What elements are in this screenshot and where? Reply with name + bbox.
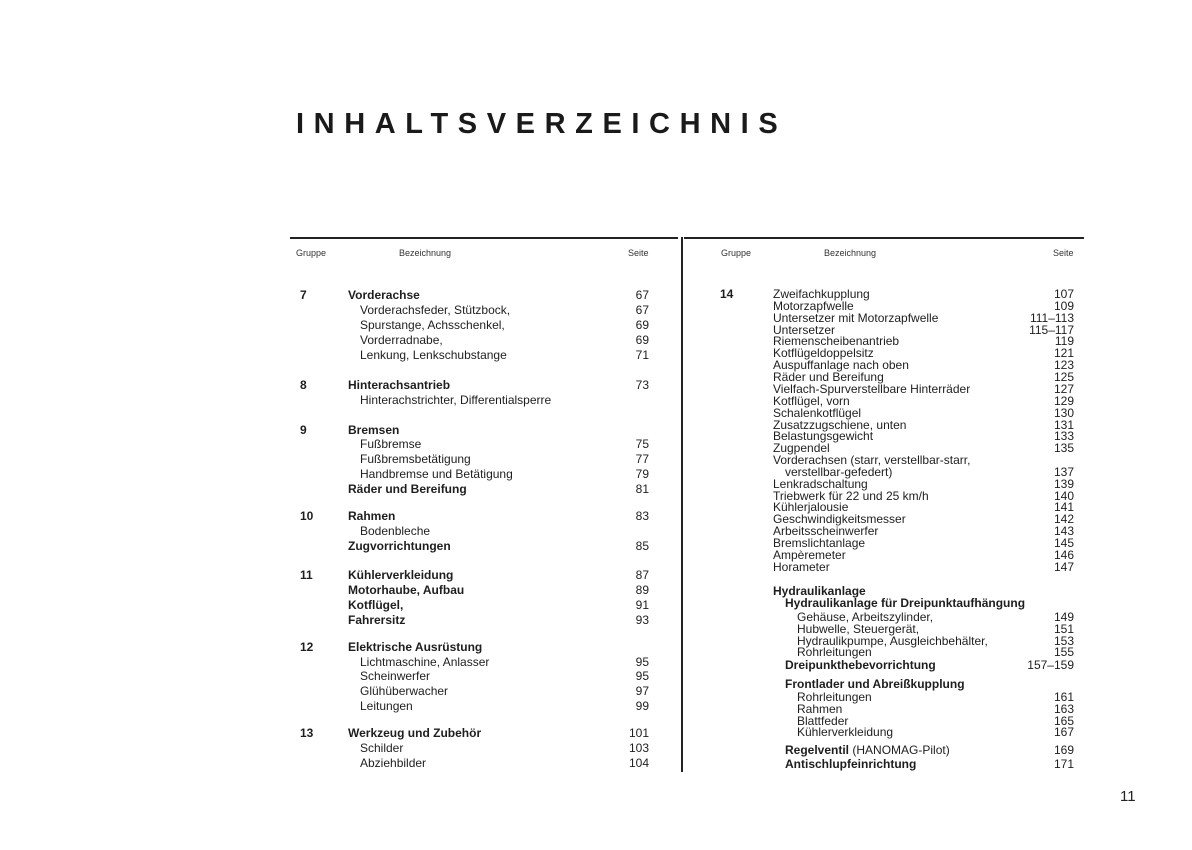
toc-group-number: 12 xyxy=(300,640,314,654)
toc-page-number: 141 xyxy=(1053,500,1074,514)
toc-entry xyxy=(0,741,680,756)
toc-page-number: 119 xyxy=(1054,334,1074,348)
toc-page-number: 143 xyxy=(1053,524,1074,538)
right-header-group: Gruppe xyxy=(721,248,752,258)
toc-entry-label: Spurstange, Achsschenkel, xyxy=(360,318,505,332)
toc-entry-label: Fußbremsbetätigung xyxy=(360,452,471,466)
toc-entry xyxy=(684,549,1092,561)
toc-page-number: 137 xyxy=(1053,465,1074,479)
toc-entry-label: Rohrleitungen xyxy=(797,690,872,704)
toc-entry-label: Belastungsgewicht xyxy=(773,429,874,443)
toc-page-number: 135 xyxy=(1053,441,1074,455)
toc-entry xyxy=(0,288,680,303)
toc-entry-label: Leitungen xyxy=(360,699,413,713)
toc-entry xyxy=(684,758,1092,770)
toc-page-number: 123 xyxy=(1053,358,1074,372)
toc-entry-label: Arbeitsscheinwerfer xyxy=(773,524,879,538)
toc-entry-label: Lenkradschaltung xyxy=(773,477,868,491)
toc-entry-label: Blattfeder xyxy=(797,714,849,728)
toc-entry xyxy=(684,383,1092,395)
toc-page-number: 140 xyxy=(1053,489,1074,503)
toc-entry-label: Rohrleitungen xyxy=(797,645,872,659)
toc-page-number: 129 xyxy=(1053,394,1074,408)
toc-entry-label: Bodenbleche xyxy=(360,524,431,538)
toc-page-number: 71 xyxy=(635,348,649,362)
toc-page-number: 165 xyxy=(1053,714,1074,728)
toc-entry-label: Gehäuse, Arbeitszylinder, xyxy=(797,610,934,624)
toc-entry-label: Vorderradnabe, xyxy=(360,333,443,347)
toc-group-number: 10 xyxy=(300,509,314,523)
toc-entry xyxy=(0,669,680,684)
toc-entry xyxy=(0,726,680,741)
toc-page-number: 67 xyxy=(635,288,649,302)
toc-page-number: 151 xyxy=(1053,622,1074,636)
toc-page-number: 95 xyxy=(635,655,649,669)
right-header-page: Seite xyxy=(1053,248,1074,258)
toc-entry xyxy=(684,646,1092,658)
toc-entry-label: Bremsen xyxy=(348,423,400,437)
toc-page-number: 149 xyxy=(1053,610,1074,624)
toc-entry xyxy=(0,423,680,438)
toc-page-number: 67 xyxy=(635,303,649,317)
toc-entry-label: Lichtmaschine, Anlasser xyxy=(360,655,490,669)
toc-entry-label: Fahrersitz xyxy=(348,613,406,627)
toc-group-number: 14 xyxy=(720,287,734,301)
toc-page-number: 99 xyxy=(635,699,649,713)
toc-entry xyxy=(0,393,680,408)
toc-entry xyxy=(0,378,680,393)
toc-entry-label: Horameter xyxy=(773,560,830,574)
toc-entry-label: Schalenkotflügel xyxy=(773,406,862,420)
toc-entry xyxy=(684,659,1092,671)
toc-group-number: 11 xyxy=(300,568,313,582)
toc-entry-label: Kotflügel, vorn xyxy=(773,394,850,408)
toc-page-number: 103 xyxy=(628,741,649,755)
toc-entry-label: Kotflügel, xyxy=(348,598,404,612)
toc-page-number: 121 xyxy=(1053,346,1074,360)
toc-group-number: 13 xyxy=(300,726,314,740)
column-divider xyxy=(681,237,683,772)
toc-entry-label: Vielfach-Spurverstellbare Hinterräder xyxy=(773,382,971,396)
toc-page-number: 85 xyxy=(635,539,649,553)
toc-entry xyxy=(684,726,1092,738)
toc-page-number: 169 xyxy=(1053,743,1074,757)
toc-entry xyxy=(684,466,1092,478)
toc-page-number: 161 xyxy=(1053,690,1074,704)
left-header-page: Seite xyxy=(628,248,649,258)
toc-entry xyxy=(0,467,680,482)
toc-entry xyxy=(0,640,680,655)
toc-page-number: 147 xyxy=(1053,560,1074,574)
toc-entry-label: Geschwindigkeitsmesser xyxy=(773,512,906,526)
toc-page-number: 155 xyxy=(1053,645,1074,659)
toc-page-number: 77 xyxy=(635,452,649,466)
toc-entry-label: Kühlerverkleidung xyxy=(797,725,894,739)
toc-entry xyxy=(0,318,680,333)
toc-page-number: 127 xyxy=(1053,382,1074,396)
toc-entry-label: Abziehbilder xyxy=(360,756,427,770)
toc-entry-label: Dreipunkthebevorrichtung xyxy=(785,658,936,672)
toc-entry xyxy=(0,655,680,670)
toc-page-number: 111–113 xyxy=(1029,311,1074,325)
toc-entry xyxy=(684,395,1092,407)
toc-entry-label: Ampèremeter xyxy=(773,548,846,562)
toc-entry-label: Zugpendel xyxy=(773,441,830,455)
toc-page-number: 101 xyxy=(628,726,649,740)
toc-page-number: 83 xyxy=(635,509,649,523)
toc-entry xyxy=(0,613,680,628)
right-toc-list xyxy=(684,0,1092,850)
toc-entry-label: Vorderachsfeder, Stützbock, xyxy=(360,303,511,317)
toc-entry xyxy=(684,597,1092,609)
toc-page-number: 145 xyxy=(1053,536,1074,550)
toc-group-number: 7 xyxy=(300,288,307,302)
toc-entry xyxy=(0,509,680,524)
toc-entry-label: Fußbremse xyxy=(360,437,422,451)
toc-entry xyxy=(684,537,1092,549)
toc-entry-label: Kotflügeldoppelsitz xyxy=(773,346,874,360)
toc-entry-label: Hydraulikpumpe, Ausgleichbehälter, xyxy=(797,634,988,648)
toc-entry-label: Vorderachse xyxy=(348,288,420,302)
toc-entry xyxy=(0,437,680,452)
toc-page-number: 109 xyxy=(1053,299,1074,313)
toc-page-number: 153 xyxy=(1053,634,1074,648)
toc-page-number: 167 xyxy=(1053,725,1074,739)
toc-entry-label: Werkzeug und Zubehör xyxy=(348,726,482,740)
toc-entry-label-suffix: (HANOMAG-Pilot) xyxy=(849,743,950,757)
toc-entry-label: Rahmen xyxy=(348,509,396,523)
toc-page-number: 97 xyxy=(635,684,649,698)
toc-entry-label: Hydraulikanlage für Dreipunktaufhängung xyxy=(785,596,1026,610)
toc-page-number: 115–117 xyxy=(1029,323,1074,337)
toc-entry-label: Motorhaube, Aufbau xyxy=(348,583,465,597)
toc-entry-label: Scheinwerfer xyxy=(360,669,431,683)
toc-page-number: 125 xyxy=(1053,370,1074,384)
left-header-name: Bezeichnung xyxy=(399,248,452,258)
toc-entry-label: Motorzapfwelle xyxy=(773,299,854,313)
toc-entry xyxy=(684,678,1092,690)
toc-page-number: 69 xyxy=(635,318,649,332)
toc-entry-label: Untersetzer xyxy=(773,323,836,337)
left-header-group: Gruppe xyxy=(296,248,327,258)
toc-group-number: 9 xyxy=(300,423,307,437)
toc-entry-label: Antischlupfeinrichtung xyxy=(785,757,917,771)
toc-page-number: 89 xyxy=(635,583,649,597)
toc-entry-label: Elektrische Ausrüstung xyxy=(348,640,483,654)
toc-page-number: 69 xyxy=(635,333,649,347)
toc-entry xyxy=(0,452,680,467)
toc-page-number: 75 xyxy=(635,437,649,451)
toc-page-number: 139 xyxy=(1053,477,1074,491)
toc-entry-label: Kühlerjalousie xyxy=(773,500,849,514)
toc-page-number: 131 xyxy=(1053,418,1074,432)
toc-entry-label: Vorderachsen (starr, verstellbar-starr, xyxy=(773,453,971,467)
page-title: INHALTSVERZEICHNIS xyxy=(296,108,788,140)
toc-entry-label: verstellbar-gefedert) xyxy=(785,465,893,479)
toc-page-number: 171 xyxy=(1053,757,1074,771)
toc-entry-label: Regelventil xyxy=(785,743,850,757)
toc-page-number: 130 xyxy=(1053,406,1074,420)
toc-page-number: 79 xyxy=(635,467,649,481)
toc-entry xyxy=(0,598,680,613)
toc-entry xyxy=(0,568,680,583)
toc-entry-label: Riemenscheibenantrieb xyxy=(773,334,900,348)
toc-entry xyxy=(0,699,680,714)
toc-entry-label: Rahmen xyxy=(797,702,843,716)
toc-entry xyxy=(0,333,680,348)
toc-entry-label: Zusatzzugschiene, unten xyxy=(773,418,907,432)
toc-page-number: 95 xyxy=(635,669,649,683)
toc-entry xyxy=(0,583,680,598)
toc-entry xyxy=(684,513,1092,525)
toc-entry-label: Hinterachstrichter, Differentialsperre xyxy=(360,393,552,407)
toc-entry xyxy=(0,524,680,539)
toc-entry-label: Untersetzer mit Motorzapfwelle xyxy=(773,311,939,325)
toc-entry-label: Auspuffanlage nach oben xyxy=(773,358,909,372)
toc-entry xyxy=(684,525,1092,537)
toc-entry xyxy=(0,684,680,699)
toc-entry-label: Triebwerk für 22 und 25 km/h xyxy=(773,489,929,503)
toc-entry xyxy=(684,335,1092,347)
toc-page-number: 146 xyxy=(1053,548,1074,562)
toc-page-number: 73 xyxy=(635,378,649,392)
toc-entry-label: Schilder xyxy=(360,741,404,755)
toc-entry xyxy=(684,288,1092,300)
toc-page-number: 142 xyxy=(1053,512,1074,526)
toc-entry-label: Hubwelle, Steuergerät, xyxy=(797,622,920,636)
toc-page-number: 87 xyxy=(635,568,649,582)
toc-page-number: 91 xyxy=(635,598,649,612)
toc-entry-label: Kühlerverkleidung xyxy=(348,568,454,582)
toc-page-number: 93 xyxy=(635,613,649,627)
toc-entry xyxy=(0,482,680,497)
toc-entry-label: Zweifachkupplung xyxy=(773,287,870,301)
toc-entry-label: Bremslichtanlage xyxy=(773,536,866,550)
toc-group-number: 8 xyxy=(300,378,307,392)
toc-page-number: 163 xyxy=(1053,702,1074,716)
toc-entry-label: Lenkung, Lenkschubstange xyxy=(360,348,507,362)
toc-page-number: 81 xyxy=(635,482,649,496)
toc-entry xyxy=(0,756,680,771)
toc-page-number: 157–159 xyxy=(1027,658,1074,672)
toc-entry-label: Frontlader und Abreißkupplung xyxy=(785,677,965,691)
toc-entry-label: Handbremse und Betätigung xyxy=(360,467,513,481)
toc-page-number: 107 xyxy=(1053,287,1074,301)
toc-entry-label: Räder und Bereifung xyxy=(773,370,884,384)
toc-entry-label: Hydraulikanlage xyxy=(773,584,866,598)
toc-entry xyxy=(684,691,1092,703)
toc-entry xyxy=(0,348,680,363)
page-number: 11 xyxy=(1120,788,1136,805)
toc-entry xyxy=(0,303,680,318)
toc-entry xyxy=(684,703,1092,715)
toc-entry xyxy=(684,359,1092,371)
toc-page-number: 133 xyxy=(1053,429,1074,443)
toc-entry-label: Räder und Bereifung xyxy=(348,482,467,496)
toc-entry-label: Hinterachsantrieb xyxy=(348,378,451,392)
toc-entry xyxy=(0,539,680,554)
toc-entry-label: Glühüberwacher xyxy=(360,684,449,698)
toc-page-number: 104 xyxy=(628,756,649,770)
toc-entry xyxy=(684,430,1092,442)
toc-entry xyxy=(684,744,1092,756)
toc-entry xyxy=(684,561,1092,573)
right-header-name: Bezeichnung xyxy=(824,248,877,258)
toc-entry-label: Zugvorrichtungen xyxy=(348,539,451,553)
